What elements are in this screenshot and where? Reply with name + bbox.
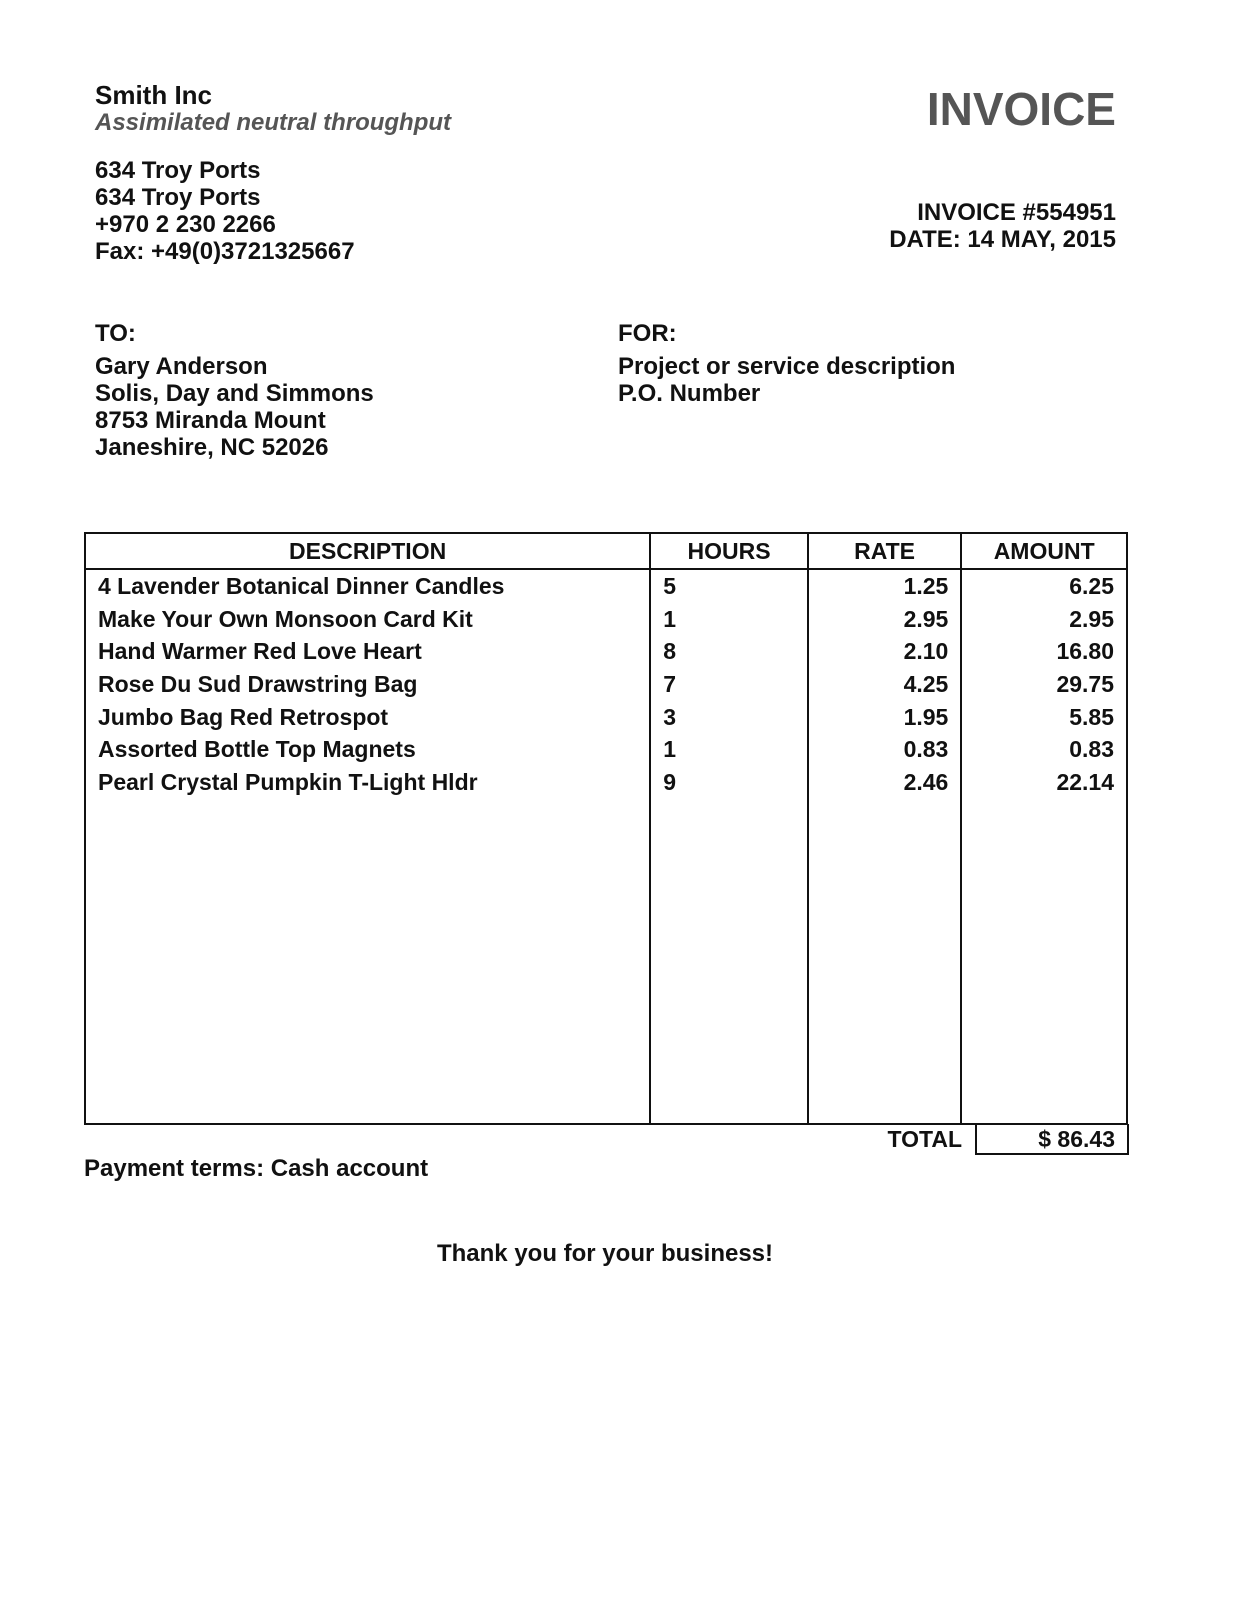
cell-hours: 1 — [650, 603, 808, 636]
company-address — [95, 157, 355, 265]
cell-amount: 16.80 — [961, 635, 1127, 668]
header-amount: AMOUNT — [961, 533, 1127, 569]
cell-amount: 29.75 — [961, 668, 1127, 701]
cell-amount: 22.14 — [961, 766, 1127, 799]
table-filler — [85, 799, 1127, 1124]
header-rate: RATE — [808, 533, 962, 569]
payment-terms: Payment terms: Cash account — [84, 1155, 429, 1182]
cell-rate: 2.10 — [808, 635, 962, 668]
to-label: TO: — [95, 320, 136, 347]
empty-cell — [808, 799, 962, 1124]
total-amount: $ 86.43 — [1038, 1126, 1115, 1152]
table-row — [85, 603, 1127, 636]
cell-amount: 5.85 — [961, 701, 1127, 734]
cell-description: Assorted Bottle Top Magnets — [85, 733, 650, 766]
cell-hours: 1 — [650, 733, 808, 766]
cell-description: Rose Du Sud Drawstring Bag — [85, 668, 650, 701]
cell-hours: 7 — [650, 668, 808, 701]
bill-for — [618, 320, 955, 407]
fax: Fax: +49(0)3721325667 — [95, 238, 355, 265]
cell-hours: 3 — [650, 701, 808, 734]
table-header — [85, 533, 1127, 569]
for-label: FOR: — [618, 320, 677, 347]
cell-rate: 1.95 — [808, 701, 962, 734]
to-line: Janeshire, NC 52026 — [95, 434, 329, 461]
total-label: TOTAL — [887, 1126, 962, 1152]
to-line: Solis, Day and Simmons — [95, 380, 374, 407]
table-row — [85, 733, 1127, 766]
invoice-date: DATE: 14 MAY, 2015 — [889, 226, 1116, 253]
empty-cell — [650, 799, 808, 1124]
cell-rate: 2.95 — [808, 603, 962, 636]
header-description: DESCRIPTION — [85, 533, 650, 569]
line-items-table — [84, 532, 1128, 1125]
invoice-title: INVOICE — [926, 83, 1116, 135]
header-hours: HOURS — [650, 533, 808, 569]
empty-cell — [961, 799, 1127, 1124]
for-line: Project or service description — [618, 353, 956, 380]
address-line: 634 Troy Ports — [95, 157, 261, 184]
cell-rate: 0.83 — [808, 733, 962, 766]
cell-rate: 4.25 — [808, 668, 962, 701]
cell-rate: 2.46 — [808, 766, 962, 799]
cell-rate: 1.25 — [808, 569, 962, 603]
company-block — [95, 82, 451, 136]
table-row — [85, 635, 1127, 668]
invoice-meta — [889, 199, 1116, 253]
cell-description: 4 Lavender Botanical Dinner Candles — [85, 569, 650, 603]
cell-hours: 5 — [650, 569, 808, 603]
table-row — [85, 569, 1127, 603]
cell-amount: 6.25 — [961, 569, 1127, 603]
cell-description: Make Your Own Monsoon Card Kit — [85, 603, 650, 636]
cell-description: Jumbo Bag Red Retrospot — [85, 701, 650, 734]
company-tagline: Assimilated neutral throughput — [95, 109, 452, 136]
cell-description: Hand Warmer Red Love Heart — [85, 635, 650, 668]
cell-hours: 8 — [650, 635, 808, 668]
phone: +970 2 230 2266 — [95, 211, 276, 238]
total-value — [975, 1124, 1129, 1155]
to-line: Gary Anderson — [95, 353, 268, 380]
cell-description: Pearl Crystal Pumpkin T-Light Hldr — [85, 766, 650, 799]
table-row — [85, 668, 1127, 701]
bill-to — [95, 320, 374, 461]
empty-cell — [85, 799, 650, 1124]
table-row — [85, 701, 1127, 734]
cell-hours: 9 — [650, 766, 808, 799]
to-line: 8753 Miranda Mount — [95, 407, 326, 434]
cell-amount: 0.83 — [961, 733, 1127, 766]
invoice-number: INVOICE #554951 — [917, 199, 1116, 226]
thank-you-note: Thank you for your business! — [436, 1240, 774, 1267]
address-line: 634 Troy Ports — [95, 184, 261, 211]
cell-amount: 2.95 — [961, 603, 1127, 636]
table-row — [85, 766, 1127, 799]
company-name: Smith Inc — [95, 80, 213, 110]
for-line: P.O. Number — [618, 380, 761, 407]
